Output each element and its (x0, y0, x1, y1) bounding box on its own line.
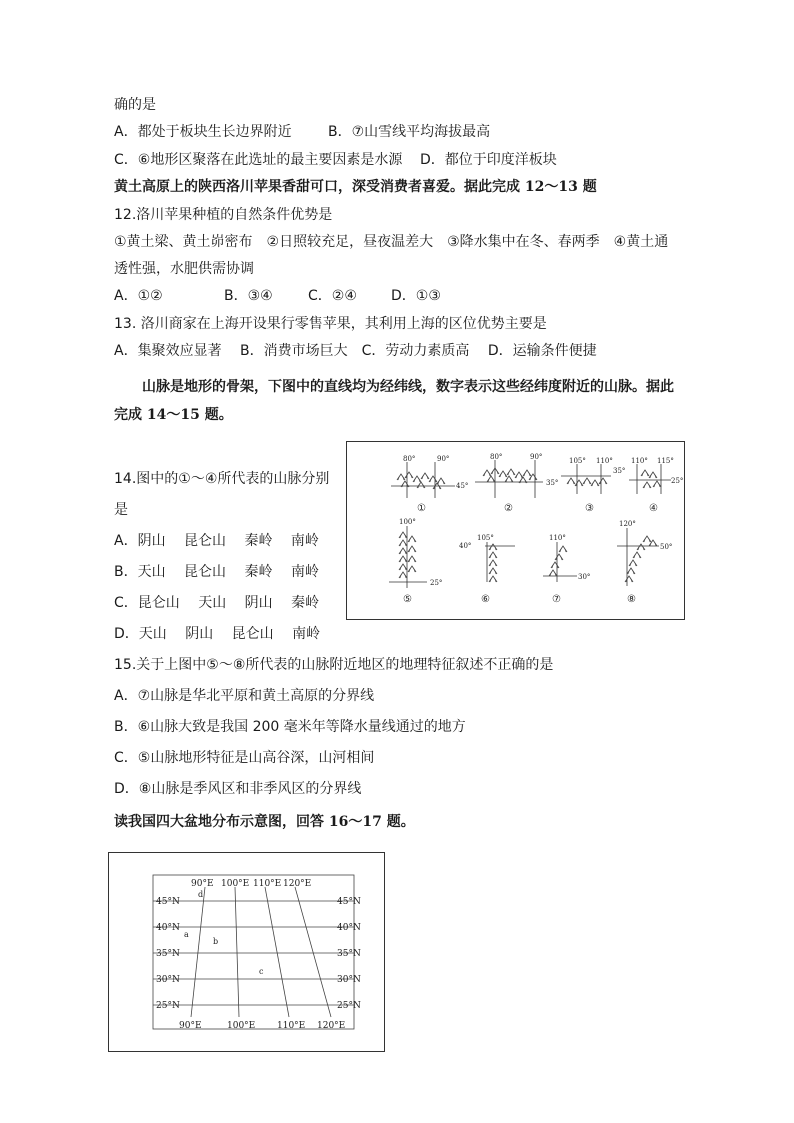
q13-options[interactable]: A．集聚效应显著 B．消费市场巨大 C．劳动力素质高 D．运输条件便捷 (114, 343, 597, 359)
bottom-lon-label-1: 100°E (227, 1021, 256, 1031)
q14-stem-line1: 14.图中的①～④所代表的山脉分别 (114, 471, 330, 487)
lat-left-label-0: 45°N (156, 897, 180, 907)
q12-option-d[interactable]: D．①③ (391, 288, 441, 304)
basin-letter-c: c (259, 967, 264, 976)
q15-option-d[interactable]: D．⑧山脉是季风区和非季风区的分界线 (114, 781, 362, 797)
intro-16-17: 读我国四大盆地分布示意图，回答 16～17 题。 (114, 814, 415, 830)
lat-right-label-1: 40°N (337, 923, 361, 933)
panel2-label-1: 90° (530, 453, 543, 461)
panel7-label-0: 110° (549, 534, 566, 542)
q12-option-c[interactable]: C．②④ (308, 288, 357, 304)
q15-option-b[interactable]: B．⑥山脉大致是我国 200 毫米年等降水量线通过的地方 (114, 719, 466, 735)
panel3-label-2: 35° (613, 467, 626, 475)
bottom-lon-label-3: 120°E (317, 1021, 346, 1031)
q13-stem: 13. 洛川商家在上海开设果行零售苹果，其利用上海的区位优势主要是 (114, 316, 547, 332)
panel5-number: ⑤ (403, 594, 412, 605)
q12-options (114, 286, 441, 306)
lat-left-label-2: 35°N (156, 949, 180, 959)
mountain-panel-3 (561, 457, 625, 514)
q12-items-line2: 透性强，水肥供需协调 (114, 261, 254, 277)
panel1-label-2: 45° (456, 482, 469, 490)
q11-options-row2 (114, 150, 557, 170)
mountain-figure-svg (347, 442, 684, 619)
panel1-label-1: 90° (437, 455, 450, 463)
panel2-label-2: 35° (546, 479, 559, 487)
q15-stem: 15.关于上图中⑤～⑧所代表的山脉附近地区的地理特征叙述不正确的是 (114, 657, 554, 673)
basin-letter-d: d (198, 890, 204, 899)
lat-left-label-3: 30°N (156, 975, 180, 985)
basin-letter-b: b (213, 937, 219, 946)
q11-options-row1 (114, 122, 491, 142)
lat-right-label-0: 45°N (337, 897, 361, 907)
mountain-panel-5 (389, 518, 442, 605)
panel4-label-0: 110° (631, 457, 648, 465)
basin-map-frame (153, 875, 354, 1029)
q11-stem-tail: 确的是 (114, 97, 156, 113)
q14-stem-line2: 是 (114, 502, 128, 518)
lat-left-label-4: 25°N (156, 1001, 180, 1011)
q12-items-line1: ①黄土梁、黄土峁密布 ②日照较充足，昼夜温差大 ③降水集中在冬、春两季 ④黄土通 (114, 234, 669, 250)
mountain-panel-4 (629, 457, 683, 514)
panel6-label-1: 40° (459, 542, 472, 550)
lat-right-label-2: 35°N (337, 949, 361, 959)
q14-option-d[interactable]: D．天山 阴山 昆仑山 南岭 (114, 626, 321, 642)
panel4-label-2: 25° (671, 477, 684, 485)
panel2-number: ② (504, 503, 513, 514)
q15-option-a[interactable]: A．⑦山脉是华北平原和黄土高原的分界线 (114, 688, 375, 704)
top-lon-label-2: 110°E (253, 879, 282, 889)
q15-option-c[interactable]: C．⑤山脉地形特征是山高谷深，山河相间 (114, 750, 375, 766)
top-lon-label-3: 120°E (283, 879, 312, 889)
basin-map (108, 852, 385, 1052)
panel3-number: ③ (585, 503, 594, 514)
top-lon-label-1: 100°E (221, 879, 250, 889)
q14-option-a[interactable]: A．阴山 昆仑山 秦岭 南岭 (114, 533, 319, 549)
panel1-label-0: 80° (403, 455, 416, 463)
basin-map-svg (109, 853, 384, 1051)
panel7-label-1: 30° (578, 573, 591, 581)
panel8-label-1: 50° (660, 543, 673, 551)
basin-letter-a: a (184, 930, 189, 939)
intro-12-13: 黄土高原上的陕西洛川苹果香甜可口，深受消费者喜爱。据此完成 12～13 题 (114, 179, 597, 195)
panel5-label-1: 25° (430, 579, 443, 587)
panel3-label-1: 110° (596, 457, 613, 465)
panel4-number: ④ (649, 503, 658, 514)
panel6-number: ⑥ (481, 594, 490, 605)
q14-option-c[interactable]: C．昆仑山 天山 阴山 秦岭 (114, 595, 320, 611)
intro-14-15-line1: 山脉是地形的骨架，下图中的直线均为经纬线，数字表示这些经纬度附近的山脉。据此 (142, 379, 674, 395)
q11-option-b[interactable]: B．⑦山雪线平均海拔最高 (328, 124, 491, 140)
mountain-panel-8 (617, 520, 672, 605)
bottom-lon-label-0: 90°E (179, 1021, 202, 1031)
panel3-label-0: 105° (569, 457, 586, 465)
panel5-label-0: 100° (399, 518, 416, 526)
lat-right-label-3: 30°N (337, 975, 361, 985)
mountain-panel-6 (459, 534, 515, 605)
panel2-label-0: 80° (490, 453, 503, 461)
panel6-label-0: 105° (477, 534, 494, 542)
panel7-number: ⑦ (552, 594, 561, 605)
top-lon-label-0: 90°E (191, 879, 214, 889)
panel1-number: ① (417, 503, 426, 514)
panel4-label-1: 115° (657, 457, 674, 465)
mountain-panel-7 (543, 534, 590, 605)
bottom-lon-label-2: 110°E (277, 1021, 306, 1031)
lat-left-label-1: 40°N (156, 923, 180, 933)
q12-stem: 12.洛川苹果种植的自然条件优势是 (114, 207, 333, 223)
panel8-label-0: 120° (619, 520, 636, 528)
q12-option-a[interactable]: A．①② (114, 288, 163, 304)
mountain-panel-1 (391, 455, 468, 514)
q12-option-b[interactable]: B．③④ (224, 288, 273, 304)
panel8-number: ⑧ (627, 594, 636, 605)
q14-option-b[interactable]: B．天山 昆仑山 秦岭 南岭 (114, 564, 319, 580)
q11-option-c[interactable]: C．⑥地形区聚落在此选址的最主要因素是水源 (114, 152, 403, 168)
intro-14-15-line2: 完成 14～15 题。 (114, 407, 233, 423)
mountain-panel-2 (475, 453, 558, 514)
lat-right-label-4: 25°N (337, 1001, 361, 1011)
q11-option-d[interactable]: D．都位于印度洋板块 (420, 152, 557, 168)
mountain-figure (346, 441, 685, 620)
q11-option-a[interactable]: A．都处于板块生长边界附近 (114, 124, 292, 140)
